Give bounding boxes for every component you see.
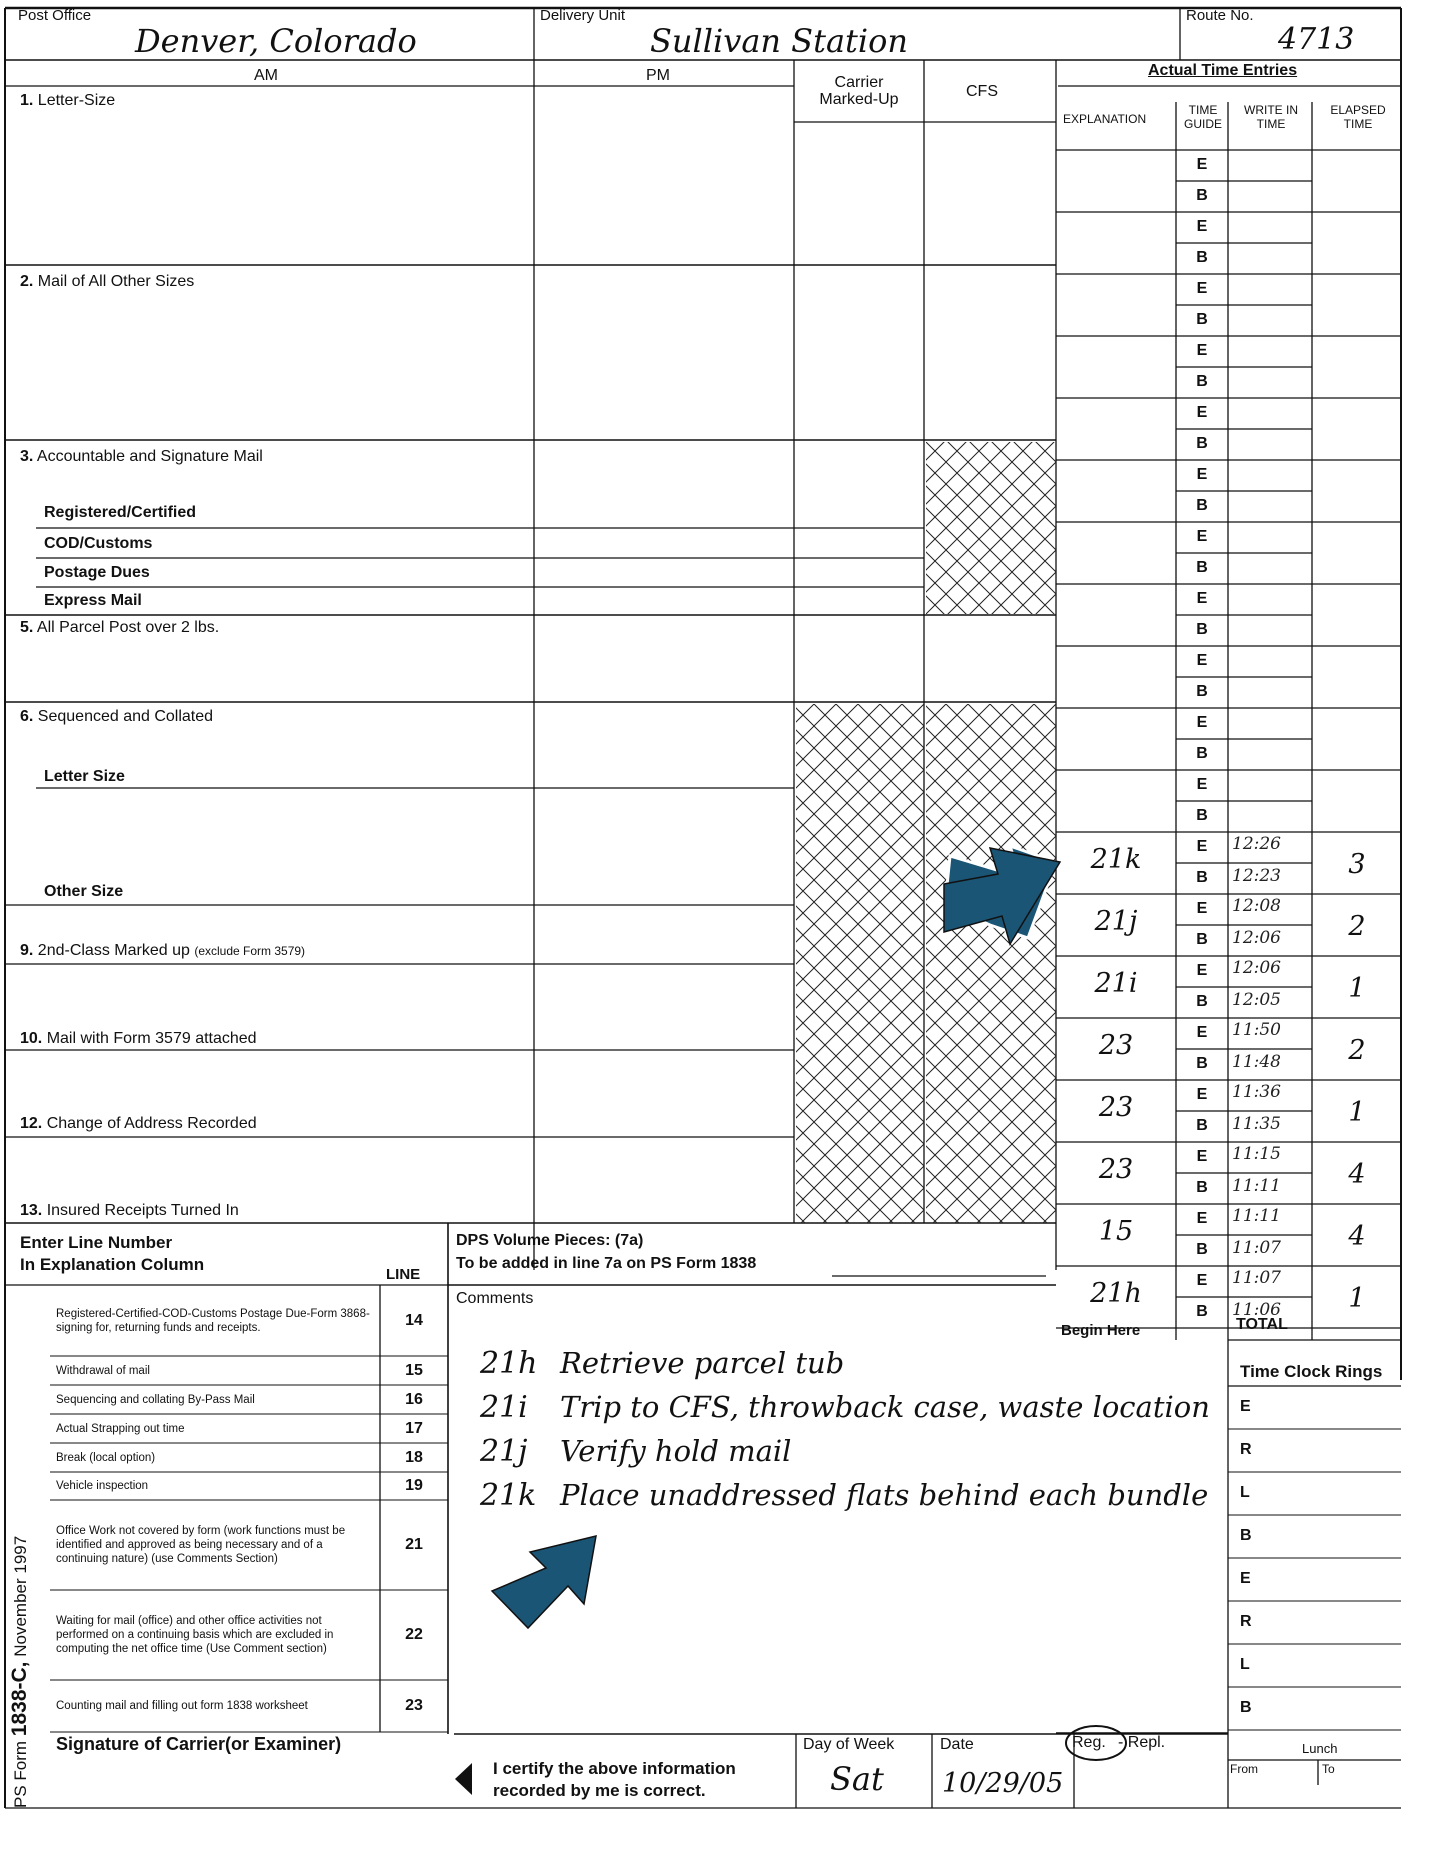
- enter-line-number: 23: [405, 1697, 423, 1714]
- time-guide-letter: B: [1196, 1241, 1208, 1258]
- time-guide-heading: TIME GUIDE: [1183, 103, 1222, 131]
- time-clock-letter: E: [1240, 1398, 1251, 1415]
- explanation-entry: 23: [1098, 1092, 1134, 1123]
- comment-text: Trip to CFS, throwback case, waste location: [560, 1390, 1210, 1424]
- repl-option: - Repl.: [1118, 1734, 1166, 1751]
- time-guide-letter: E: [1196, 900, 1208, 917]
- route-label: Route No.: [1186, 7, 1254, 24]
- begin-time-entry: 11:35: [1232, 1114, 1281, 1134]
- elapsed-time-entry: 4: [1348, 1159, 1366, 1190]
- enter-line-number: 21: [405, 1536, 423, 1553]
- time-guide-letter: B: [1196, 931, 1208, 948]
- enter-line-description: Waiting for mail (office) and other office activities not performed on a continuing basis which are excluded in computing the net office time (Use Comment section): [56, 1615, 334, 1655]
- line-13-label: 13. Insured Receipts Turned In: [20, 1202, 239, 1219]
- line-2-label: 2. Mail of All Other Sizes: [20, 273, 195, 290]
- time-guide-letter: B: [1196, 311, 1208, 328]
- carrier-marked-up-heading: Carrier Marked-Up: [819, 74, 899, 108]
- explanation-entry: 21h: [1090, 1278, 1142, 1309]
- lunch-to-label: To: [1322, 1762, 1335, 1776]
- time-guide-letter: E: [1196, 714, 1208, 731]
- enter-line-description: Office Work not covered by form (work functions must be identified and approved as being necessary and of a continuing nature) (use Comments Section): [56, 1525, 346, 1565]
- comment-text: Verify hold mail: [560, 1434, 792, 1468]
- comments-label: Comments: [456, 1290, 534, 1307]
- certify-line-1: I certify the above information: [493, 1759, 736, 1778]
- time-guide-letter: E: [1196, 1148, 1208, 1165]
- time-guide-letter: E: [1196, 528, 1208, 545]
- elapsed-time-entry: 1: [1348, 1283, 1366, 1314]
- certify-line-2: recorded by me is correct.: [493, 1781, 706, 1800]
- elapsed-time-entry: 2: [1348, 911, 1366, 942]
- explanation-entry: 21k: [1090, 844, 1142, 875]
- lunch-from-label: From: [1230, 1762, 1258, 1776]
- route-value: 4713: [1278, 22, 1355, 57]
- reg-option: Reg.: [1072, 1734, 1106, 1751]
- explanation-entry: 15: [1098, 1216, 1134, 1247]
- line-3-label: 3. Accountable and Signature Mail: [20, 448, 263, 465]
- time-clock-letter: R: [1240, 1613, 1252, 1630]
- express-mail-label: Express Mail: [44, 592, 142, 609]
- explanation-entry: 23: [1098, 1030, 1134, 1061]
- cod-label: COD/Customs: [44, 535, 153, 552]
- time-guide-letter: E: [1196, 156, 1208, 173]
- enter-line-description: Vehicle inspection: [56, 1480, 149, 1492]
- lunch-label: Lunch: [1302, 1741, 1338, 1756]
- end-time-entry: 12:06: [1232, 958, 1281, 978]
- comment-code: 21j: [480, 1434, 528, 1469]
- line-1-label: 1. Letter-Size: [20, 92, 116, 109]
- time-guide-letter: B: [1196, 869, 1208, 886]
- comment-text: Place unaddressed flats behind each bundle: [560, 1478, 1209, 1512]
- delivery-unit-value: Sullivan Station: [650, 22, 908, 60]
- write-in-time-heading: WRITE IN TIME: [1244, 103, 1298, 131]
- end-time-entry: 11:50: [1232, 1020, 1281, 1040]
- end-time-entry: 11:36: [1232, 1082, 1281, 1102]
- enter-line-description: Break (local option): [56, 1451, 156, 1464]
- other-size-label: Other Size: [44, 883, 124, 900]
- time-guide-letter: B: [1196, 993, 1208, 1010]
- enter-line-description: Actual Strapping out time: [56, 1422, 185, 1435]
- enter-line-description: Withdrawal of mail: [56, 1364, 150, 1377]
- time-guide-letter: E: [1196, 218, 1208, 235]
- post-office-label: Post Office: [18, 7, 92, 24]
- enter-line-description: Counting mail and filling out form 1838 worksheet: [56, 1700, 308, 1712]
- enter-line-description: Sequencing and collating By-Pass Mail: [56, 1393, 255, 1406]
- post-office-value: Denver, Colorado: [135, 22, 417, 60]
- time-guide-letter: E: [1196, 776, 1208, 793]
- registered-label: Registered/Certified: [44, 504, 197, 521]
- day-of-week-value: Sat: [830, 1760, 884, 1798]
- time-guide-letter: E: [1196, 1024, 1208, 1041]
- am-heading: AM: [254, 67, 278, 84]
- elapsed-time-entry: 1: [1348, 1097, 1366, 1128]
- time-guide-letter: E: [1196, 404, 1208, 421]
- enter-line-number: 14: [405, 1311, 423, 1329]
- pm-heading: PM: [646, 67, 670, 84]
- time-guide-letter: B: [1196, 497, 1208, 514]
- actual-time-entries-heading: Actual Time Entries: [1148, 62, 1298, 79]
- time-clock-letter: L: [1240, 1656, 1250, 1673]
- comment-code: 21h: [480, 1346, 538, 1381]
- delivery-unit-label: Delivery Unit: [540, 7, 626, 24]
- day-of-week-label: Day of Week: [803, 1736, 895, 1753]
- time-guide-letter: E: [1196, 590, 1208, 607]
- begin-time-entry: 11:11: [1232, 1176, 1281, 1196]
- explanation-heading: EXPLANATION: [1063, 112, 1147, 126]
- enter-line-number: 18: [405, 1448, 423, 1466]
- begin-time-entry: 11:06: [1232, 1300, 1281, 1320]
- time-guide-letter: E: [1196, 1086, 1208, 1103]
- time-clock-letter: R: [1240, 1441, 1252, 1458]
- enter-line-title: Enter Line Number: [20, 1233, 173, 1252]
- dps-line-1: DPS Volume Pieces: (7a): [456, 1232, 644, 1249]
- explanation-entry: 21i: [1094, 968, 1138, 999]
- time-guide-letter: B: [1196, 435, 1208, 452]
- postage-dues-label: Postage Dues: [44, 564, 150, 581]
- end-time-entry: 12:08: [1232, 896, 1281, 916]
- begin-time-entry: 11:07: [1232, 1238, 1281, 1258]
- begin-here-label: Begin Here: [1061, 1322, 1141, 1339]
- date-value: 10/29/05: [942, 1768, 1064, 1799]
- comment-code: 21i: [480, 1390, 528, 1425]
- explanation-entry: 23: [1098, 1154, 1134, 1185]
- total-label: TOTAL: [1236, 1316, 1288, 1333]
- time-guide-letter: B: [1196, 621, 1208, 638]
- pointer-arrow-icon: [480, 1524, 610, 1634]
- line-6-label: 6. Sequenced and Collated: [20, 708, 214, 725]
- time-guide-letter: B: [1196, 559, 1208, 576]
- time-guide-letter: E: [1196, 1272, 1208, 1289]
- begin-time-entry: 12:06: [1232, 928, 1281, 948]
- time-clock-title: Time Clock Rings: [1240, 1362, 1383, 1381]
- enter-line-number: 15: [405, 1361, 423, 1379]
- time-guide-letter: B: [1196, 745, 1208, 762]
- enter-line-number: 17: [405, 1419, 423, 1437]
- time-guide-letter: E: [1196, 652, 1208, 669]
- end-time-entry: 11:11: [1232, 1206, 1281, 1226]
- time-guide-letter: B: [1196, 1117, 1208, 1134]
- end-time-entry: 11:15: [1232, 1144, 1281, 1164]
- explanation-entry: 21j: [1094, 906, 1138, 937]
- letter-size-label: Letter Size: [44, 768, 125, 785]
- end-time-entry: 11:07: [1232, 1268, 1281, 1288]
- time-guide-letter: E: [1196, 962, 1208, 979]
- time-clock-letter: L: [1240, 1484, 1250, 1501]
- line-10-label: 10. Mail with Form 3579 attached: [20, 1030, 257, 1047]
- cfs-heading: CFS: [966, 83, 998, 100]
- time-guide-letter: B: [1196, 683, 1208, 700]
- begin-time-entry: 12:23: [1232, 866, 1281, 886]
- dps-line-2: To be added in line 7a on PS Form 1838: [456, 1255, 757, 1272]
- line-9-label: 9. 2nd-Class Marked up (exclude Form 3579): [20, 942, 306, 959]
- time-clock-letter: E: [1240, 1570, 1251, 1587]
- begin-time-entry: 11:48: [1232, 1052, 1281, 1072]
- time-guide-letter: B: [1196, 249, 1208, 266]
- line-column-heading: LINE: [386, 1266, 421, 1283]
- time-guide-letter: B: [1196, 373, 1208, 390]
- enter-line-number: 16: [405, 1390, 423, 1408]
- comment-text: Retrieve parcel tub: [560, 1346, 845, 1380]
- pointer-arrow-icon: [940, 840, 1070, 950]
- line-12-label: 12. Change of Address Recorded: [20, 1115, 257, 1132]
- time-guide-letter: B: [1196, 1179, 1208, 1196]
- line-5-label: 5. All Parcel Post over 2 lbs.: [20, 619, 220, 636]
- time-guide-letter: E: [1196, 838, 1208, 855]
- enter-line-number: 19: [405, 1477, 423, 1494]
- enter-line-title-2: In Explanation Column: [20, 1255, 205, 1274]
- time-guide-letter: E: [1196, 1210, 1208, 1227]
- time-guide-letter: E: [1196, 342, 1208, 359]
- time-guide-letter: B: [1196, 1055, 1208, 1072]
- elapsed-time-entry: 4: [1348, 1221, 1366, 1252]
- enter-line-number: 22: [405, 1626, 423, 1643]
- date-label: Date: [940, 1736, 974, 1753]
- enter-line-description: Registered-Certified-COD-Customs Postage Due-Form 3868-signing for, returning funds and receipts.: [56, 1307, 370, 1334]
- time-guide-letter: B: [1196, 187, 1208, 204]
- form-id-vertical: PS Form 1838-C, November 1997: [8, 1535, 31, 1808]
- time-guide-letter: B: [1196, 1303, 1208, 1320]
- elapsed-time-heading: ELAPSED TIME: [1330, 103, 1386, 131]
- signature-label: Signature of Carrier(or Examiner): [56, 1734, 342, 1754]
- time-guide-letter: B: [1196, 807, 1208, 824]
- elapsed-time-entry: 2: [1348, 1035, 1366, 1066]
- comment-code: 21k: [480, 1478, 537, 1513]
- time-guide-letter: E: [1196, 280, 1208, 297]
- begin-time-entry: 12:05: [1232, 990, 1281, 1010]
- time-clock-letter: B: [1240, 1527, 1252, 1544]
- elapsed-time-entry: 1: [1348, 973, 1366, 1004]
- time-guide-letter: E: [1196, 466, 1208, 483]
- end-time-entry: 12:26: [1232, 834, 1281, 854]
- elapsed-time-entry: 3: [1348, 849, 1366, 880]
- time-clock-letter: B: [1240, 1699, 1252, 1716]
